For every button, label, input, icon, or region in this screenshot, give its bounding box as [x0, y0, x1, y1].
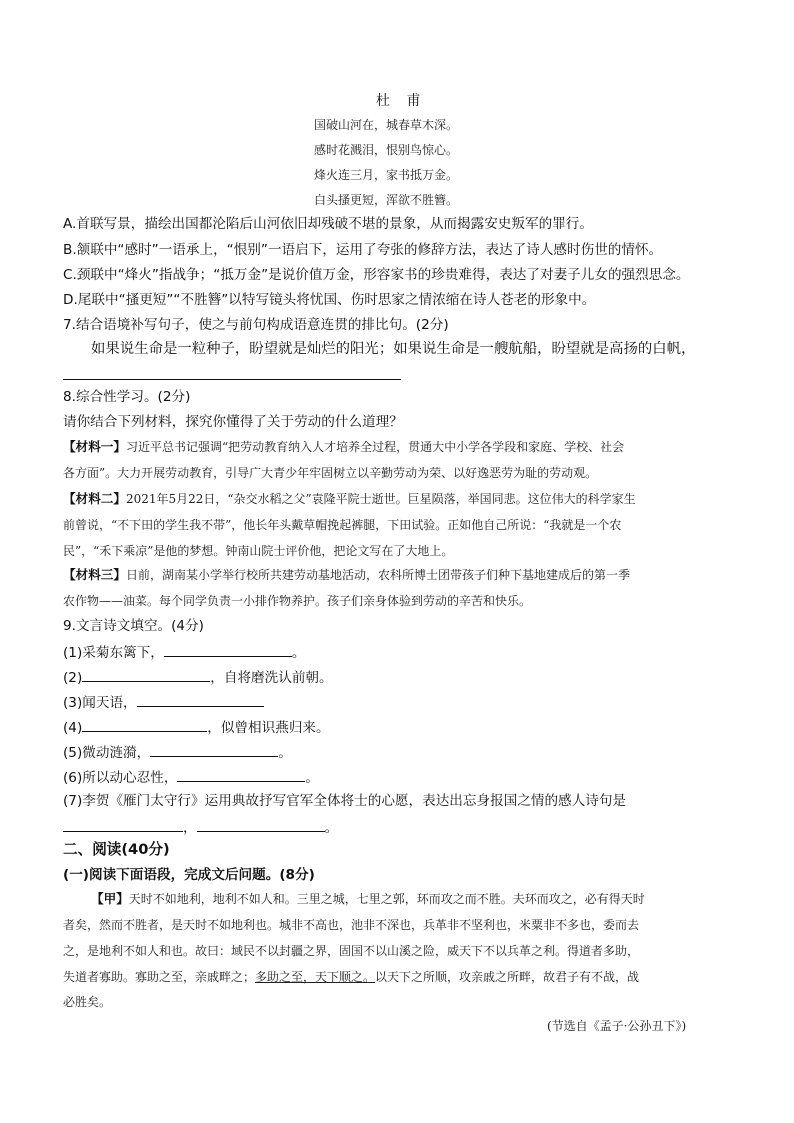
q9-item-7-blanks: ， 。	[63, 816, 338, 838]
q8-prompt: 请你结合下列材料，探究你懂得了关于劳动的什么道理？	[63, 414, 403, 430]
material-1-label: 【材料一】	[63, 439, 126, 454]
passage-line-2: 者矣，然而不胜者，是天时不如地利也。城非不高也，池非不深也，兵革非不坚利也，米粟非不多也，委而去	[63, 918, 640, 932]
underlined-sentence: 多助之至，天下顺之。	[255, 970, 376, 984]
section-2-title: 二、阅读(40分)	[63, 841, 170, 858]
passage-line-4: 失道者寡助。寡助之至，亲戚畔之；多助之至，天下顺之。以天下之所顺，攻亲戚之所畔，故君子有不战，战	[63, 970, 640, 984]
q9-item-4: (4) ，似曾相识燕归来。	[63, 716, 330, 738]
q9-title: 9.文言诗文填空。(4分)	[63, 618, 204, 634]
q9-blank-2[interactable]	[82, 666, 210, 682]
material-2-line-3: 民”，“禾下乘凉”是他的梦想。钟南山院士评价他，把论文写在了大地上。	[63, 544, 454, 558]
q9-item-7: (7)李贺《雁门太守行》运用典故抒写官军全体将士的心愿，表达出忘身报国之情的感人诗句是	[63, 793, 627, 809]
poem-title: 杜 甫	[376, 93, 427, 109]
q9-blank-6[interactable]	[177, 766, 305, 782]
material-3-label: 【材料三】	[63, 567, 126, 582]
q9-item-5: (5)微动涟漪， 。	[63, 741, 292, 763]
poem-line-4: 白头搔更短，浑欲不胜簪。	[314, 193, 459, 207]
q8-title: 8.综合性学习。(2分)	[63, 389, 191, 405]
material-2-line-2: 前曾说，“不下田的学生我不带”，他长年头戴草帽挽起裤腿，下田试验。正如他自己所说：“我就是一个农	[63, 518, 622, 532]
q9-item-6: (6)所以动心忍性， 。	[63, 766, 319, 788]
q9-blank-3[interactable]	[137, 691, 264, 707]
material-2-label: 【材料二】	[63, 491, 126, 506]
material-1-line-2: 各方面”。大力开展劳动教育，引导广大青少年牢固树立以辛勤劳动为荣、以好逸恶劳为耻的劳动观。	[63, 466, 598, 480]
passage-line-3: 之，是地利不如人和也。故曰：域民不以封疆之界，固国不以山溪之险，威天下不以兵革之利。得道者多助，	[63, 944, 640, 958]
q7-answer-line[interactable]	[63, 379, 401, 380]
material-2-line-1: 【材料二】2021年5月22日，“杂交水稻之父”袁隆平院士逝世。巨星陨落，举国同悲。这位伟大的科学家生	[63, 491, 636, 506]
material-3-line-1: 【材料三】日前，湖南某小学举行校所共建劳动基地活动，农科所博士团带孩子们种下基地建成后的第一季	[63, 567, 630, 582]
q9-blank-1[interactable]	[164, 641, 292, 657]
option-d: D.尾联中“搔更短”“不胜簪”以特写镜头将忧国、伤时思家之情浓缩在诗人苍老的形象中。	[63, 292, 596, 308]
option-b: B.颔联中“感时”一语承上，“恨别”一语启下，运用了夸张的修辞方法，表达了诗人感时伤世的情怀。	[63, 242, 663, 258]
q9-blank-4[interactable]	[82, 716, 207, 732]
section-2-sub-1: (一)阅读下面语段，完成文后问题。(8分)	[63, 867, 315, 883]
poem-line-1: 国破山河在，城春草木深。	[314, 118, 459, 132]
passage-source: (节选自《孟子·公孙丑下》)	[547, 1019, 687, 1033]
option-a: A.首联写景，描绘出国都沦陷后山河依旧却残破不堪的景象，从而揭露安史叛军的罪行。	[63, 216, 593, 232]
q9-item-3: (3)闻天语，	[63, 691, 264, 713]
option-c: C.颈联中“烽火”指战争；“抵万金”是说价值万金，形容家书的珍贵难得，表达了对妻子儿女的强烈思念。	[63, 267, 690, 283]
material-1-line-1: 【材料一】习近平总书记强调“把劳动教育纳入人才培养全过程，贯通大中小学各学段和家庭、学校、社会	[63, 439, 625, 454]
q9-blank-7b[interactable]	[197, 816, 325, 832]
material-3-line-2: 农作物——油菜。每个同学负责一小排作物养护。孩子们亲身体验到劳动的辛苦和快乐。	[63, 594, 532, 608]
q7-context: 如果说生命是一粒种子，盼望就是灿烂的阳光；如果说生命是一艘航船，盼望就是高扬的白帆，	[91, 341, 696, 357]
passage-line-1: 【甲】天时不如地利，地利不如人和。三里之城，七里之郭，环而攻之而不胜。夫环而攻之，必有得天时	[91, 891, 645, 906]
q7-prompt: 7.结合语境补写句子，使之与前句构成语意连贯的排比句。(2分)	[63, 317, 449, 333]
q9-blank-5[interactable]	[150, 741, 278, 757]
passage-line-5: 必胜矣。	[63, 995, 112, 1009]
poem-line-2: 感时花溅泪，恨别鸟惊心。	[314, 143, 459, 157]
q9-blank-7a[interactable]	[63, 816, 183, 832]
q9-item-1: (1)采菊东篱下， 。	[63, 641, 305, 663]
q9-item-2: (2) ，自将磨洗认前朝。	[63, 666, 333, 688]
poem-line-3: 烽火连三月，家书抵万金。	[314, 168, 459, 182]
passage-jia-label: 【甲】	[91, 891, 129, 906]
